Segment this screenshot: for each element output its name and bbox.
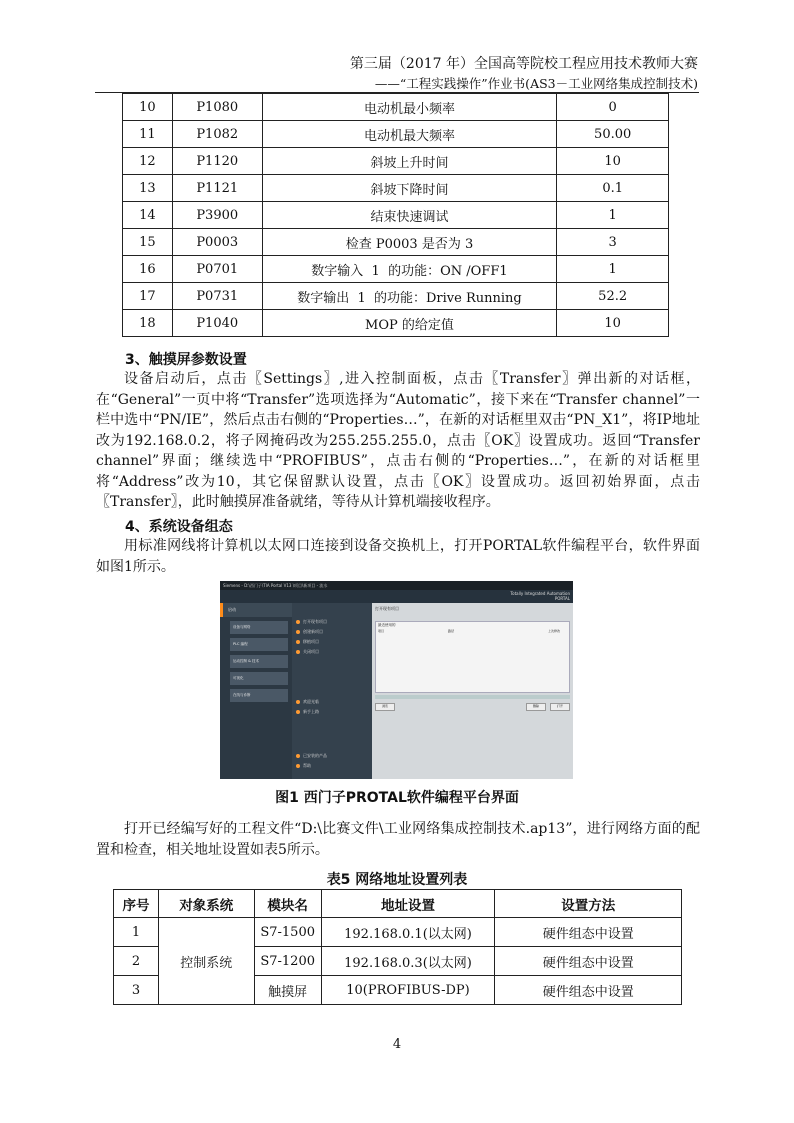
- cell: 硬件组态中设置: [495, 947, 682, 976]
- cell: 192.168.0.1(以太网): [321, 918, 495, 947]
- screenshot-panel: [372, 603, 573, 779]
- table-row: [123, 283, 669, 310]
- page-number: 4: [392, 1037, 402, 1052]
- brand-line2: PORTAL: [554, 596, 570, 601]
- menu-item: 打开现有项目: [296, 617, 372, 627]
- remove-button: 删除: [526, 703, 546, 711]
- paragraph-after-figure: 打开已经编写好的工程文件“D:\比赛文件\工业网络集成控制技术.ap13”，进行网络方面的配置和检查，相关地址设置如表5所示。: [96, 821, 700, 858]
- table-row: [123, 202, 669, 229]
- cell: 10: [123, 94, 173, 121]
- cell: 0.1: [557, 175, 669, 202]
- cell: 2: [114, 947, 159, 976]
- group-cell: 控制系统: [158, 918, 254, 1005]
- cell: P1080: [172, 94, 262, 121]
- cell: 52.2: [557, 283, 669, 310]
- table-row: [123, 94, 669, 121]
- cell: 14: [123, 202, 173, 229]
- cell: P1082: [172, 121, 262, 148]
- side-button: 设备与网络: [230, 621, 288, 634]
- menu-item: 已安装的产品: [296, 751, 372, 761]
- cell: 1: [114, 918, 159, 947]
- side-button: 在线与诊断: [230, 689, 288, 702]
- cell: 50.00: [557, 121, 669, 148]
- cell: 检查 P0003 是否为 3: [262, 229, 557, 256]
- menu-item: 新手上路: [296, 707, 372, 717]
- figure-caption: 图1 西门子PROTAL软件编程平台界面: [275, 790, 519, 806]
- cell: 18: [123, 310, 173, 337]
- cell: 17: [123, 283, 173, 310]
- recent-label: 最近使用的: [378, 623, 396, 627]
- cell: 触摸屏: [254, 976, 321, 1005]
- cell: P0701: [172, 256, 262, 283]
- menu-item: 帮助: [296, 761, 372, 771]
- cell: 数字输入 1 的功能：ON /OFF1: [262, 256, 557, 283]
- cell: P0731: [172, 283, 262, 310]
- table5-caption: 表5 网络地址设置列表: [326, 872, 468, 888]
- panel-title: 打开现有项目: [375, 606, 399, 611]
- menu-item: 移植项目: [296, 637, 372, 647]
- cell: 斜坡下降时间: [262, 175, 557, 202]
- section-4-title: 4、系统设备组态: [125, 519, 233, 535]
- side-button: 运动控制 & 技术: [230, 655, 288, 668]
- table-row: [114, 918, 682, 947]
- cell: 10(PROFIBUS-DP): [321, 976, 495, 1005]
- parameter-table: [122, 93, 669, 337]
- header-title: 第三届（2017 年）全国高等院校工程应用技术教师大赛: [349, 56, 698, 72]
- screenshot-sidebar: [220, 603, 292, 779]
- cell: 斜坡上升时间: [262, 148, 557, 175]
- header-cell: 设置方法: [495, 890, 682, 918]
- cell: P0003: [172, 229, 262, 256]
- cell: P1040: [172, 310, 262, 337]
- header-cell: 地址设置: [321, 890, 495, 918]
- col-path: 路径: [448, 629, 455, 633]
- portal-screenshot: [220, 581, 573, 779]
- table-row: [123, 310, 669, 337]
- cell: 15: [123, 229, 173, 256]
- cell: 10: [557, 310, 669, 337]
- table-row: [123, 175, 669, 202]
- screenshot-titlebar: Siemens - D:\西门子\TIA Portal V13 \项目\新项目 - 流水: [220, 581, 573, 590]
- browse-button: 浏览: [375, 703, 395, 711]
- cell: 0: [557, 94, 669, 121]
- cell: 电动机最大频率: [262, 121, 557, 148]
- cell: 10: [557, 148, 669, 175]
- side-button: 可视化: [230, 672, 288, 685]
- cell: 电动机最小频率: [262, 94, 557, 121]
- cell: 192.168.0.3(以太网): [321, 947, 495, 976]
- table-row: [123, 229, 669, 256]
- menu-item: 关闭项目: [296, 647, 372, 657]
- screenshot-menu: [292, 603, 372, 779]
- scrollbar: [375, 695, 570, 699]
- cell: S7-1200: [254, 947, 321, 976]
- col-modified: 上次修改: [548, 629, 561, 633]
- side-button: PLC 编程: [230, 638, 288, 651]
- brand-line1: Totally Integrated Automation: [510, 591, 570, 596]
- header-cell: 对象系统: [158, 890, 254, 918]
- screenshot-brand: [510, 591, 570, 601]
- header-subtitle: ——“工程实践操作”作业书(AS3－工业网络集成控制技术): [374, 76, 698, 91]
- cell: S7-1500: [254, 918, 321, 947]
- cell: 16: [123, 256, 173, 283]
- start-tab: 启动: [220, 603, 292, 617]
- column-headers: [376, 629, 569, 633]
- table-header-row: [114, 890, 682, 918]
- open-button: 打开: [550, 703, 570, 711]
- cell: 11: [123, 121, 173, 148]
- col-name: 项目: [378, 629, 385, 633]
- cell: 硬件组态中设置: [495, 976, 682, 1005]
- cell: 硬件组态中设置: [495, 918, 682, 947]
- cell: 1: [557, 256, 669, 283]
- section-3-text: 设备启动后，点击〖Settings〗,进入控制面板，点击〖Transfer〗弹出新的对话框，在“General”一页中将“Transfer”选项选择为“Automatic”，接下来在“Transfer channel”一栏中选中“PN/IE”，然后点击右侧的“Properties…”，在新的对话框里双击“PN_X1”，将IP地址改为192.168.0.2，将子网掩码改为255.255.255.0，点击〖OK〗设置成功。返回“Transfer channel”界面；继续选中“PROFIBUS”，点击右侧的“Properties…”，在新的对话框里将“Address”改为10，其它保留默认设置，点击〖OK〗设置成功。返回初始界面，点击〖Transfer〗，此时触摸屏准备就绪，等待从计算机端接收程序。: [96, 371, 700, 510]
- header-cell: 模块名: [254, 890, 321, 918]
- cell: P1120: [172, 148, 262, 175]
- table-row: [123, 148, 669, 175]
- table-row: [123, 121, 669, 148]
- cell: 3: [557, 229, 669, 256]
- menu-item: 欢迎光临: [296, 697, 372, 707]
- network-address-table: [113, 889, 682, 1005]
- cell: 结束快速调试: [262, 202, 557, 229]
- menu-item: 创建新项目: [296, 627, 372, 637]
- cell: 12: [123, 148, 173, 175]
- table-row: [123, 256, 669, 283]
- section-3-title: 3、触摸屏参数设置: [125, 352, 247, 368]
- cell: 数字输出 1 的功能：Drive Running: [262, 283, 557, 310]
- section-4-text: 用标准网线将计算机以太网口连接到设备交换机上，打开PORTAL软件编程平台，软件界面如图1所示。: [96, 538, 700, 575]
- header-cell: 序号: [114, 890, 159, 918]
- cell: 3: [114, 976, 159, 1005]
- cell: MOP 的给定值: [262, 310, 557, 337]
- cell: 1: [557, 202, 669, 229]
- cell: 13: [123, 175, 173, 202]
- cell: P1121: [172, 175, 262, 202]
- cell: P3900: [172, 202, 262, 229]
- recent-projects-box: [375, 621, 570, 693]
